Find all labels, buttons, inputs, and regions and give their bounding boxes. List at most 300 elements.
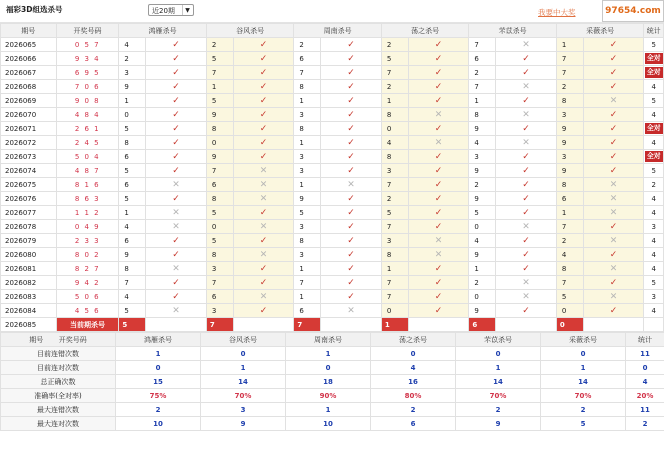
stat-value: 4: [651, 138, 656, 147]
summary-value: 0: [286, 361, 371, 375]
check-icon: ✓: [434, 277, 443, 288]
kill-value-cell: 7: [119, 276, 146, 290]
kill-result-cell: [583, 178, 644, 192]
kill-result-cell: [408, 234, 469, 248]
win-prize-link[interactable]: 我要中大奖: [538, 8, 576, 17]
issue-cell: 2026075: [1, 178, 57, 192]
check-icon: ✓: [347, 291, 355, 302]
summary-value: 1: [116, 347, 201, 361]
kill-value-cell: 9: [119, 80, 146, 94]
check-icon: ✓: [259, 305, 268, 316]
issue-cell: 2026081: [1, 262, 57, 276]
kill-result-cell: [233, 304, 294, 318]
check-icon: ✓: [522, 249, 530, 260]
check-icon: ✓: [172, 81, 180, 92]
draw-number-cell: 8 2 7: [56, 262, 119, 276]
kill-value-cell: 1: [294, 290, 321, 304]
kill-value-cell: 1: [206, 80, 233, 94]
current-period-row: [1, 318, 664, 332]
summary-value: 18: [286, 375, 371, 389]
summary-value: 9: [456, 417, 541, 431]
all-correct-badge: 全对: [646, 68, 661, 76]
draw-number-cell: 8 0 2: [56, 248, 119, 262]
kill-value-cell: 7: [206, 66, 233, 80]
kill-result-cell: [321, 248, 382, 262]
stat-value: 4: [651, 194, 656, 203]
summary-value: 3: [201, 403, 286, 417]
check-icon: ✓: [609, 81, 618, 92]
kill-value-cell: 6: [119, 150, 146, 164]
summary-header-row: [1, 333, 664, 347]
current-kill-spacer: [233, 318, 294, 332]
check-icon: ✓: [522, 165, 530, 176]
current-kill-spacer: [496, 318, 557, 332]
summary-value: 2: [116, 403, 201, 417]
kill-value-cell: 6: [294, 52, 321, 66]
kill-value-cell: 9: [206, 108, 233, 122]
check-icon: ✓: [609, 151, 618, 162]
kill-value-cell: 4: [469, 234, 496, 248]
summary-label: 最大连错次数: [1, 403, 116, 417]
check-icon: ✓: [347, 151, 355, 162]
cross-icon: ✕: [347, 179, 355, 190]
current-kill-value: 1: [381, 318, 408, 332]
summary-value: 10: [286, 417, 371, 431]
summary-value: 14: [541, 375, 626, 389]
summary-value: 1: [541, 361, 626, 375]
kill-value-cell: 9: [469, 248, 496, 262]
check-icon: ✓: [259, 151, 268, 162]
kill-value-cell: 2: [206, 38, 233, 52]
check-icon: ✓: [347, 235, 355, 246]
kill-result-cell: [146, 108, 207, 122]
check-icon: ✓: [172, 165, 180, 176]
kill-value-cell: 7: [556, 276, 583, 290]
check-icon: ✓: [172, 95, 180, 106]
kill-result-cell: [408, 290, 469, 304]
kill-result-cell: [408, 248, 469, 262]
check-icon: ✓: [434, 263, 443, 274]
cross-icon: ✕: [347, 305, 355, 316]
check-icon: ✓: [259, 39, 268, 50]
check-icon: ✓: [434, 53, 443, 64]
kill-result-cell: [146, 122, 207, 136]
table-row: [1, 178, 664, 192]
cross-icon: ✕: [522, 221, 530, 232]
summary-value: 80%: [371, 389, 456, 403]
kill-result-cell: [583, 304, 644, 318]
kill-value-cell: 7: [381, 290, 408, 304]
table-row: [1, 66, 664, 80]
summary-value: 0: [626, 361, 664, 375]
stat-value: 4: [651, 110, 656, 119]
kill-result-cell: [496, 262, 557, 276]
check-icon: ✓: [259, 95, 268, 106]
kill-value-cell: 1: [294, 94, 321, 108]
summary-value: 10: [116, 417, 201, 431]
kill-value-cell: 9: [119, 248, 146, 262]
stat-cell: [644, 192, 664, 206]
cross-icon: ✕: [522, 277, 530, 288]
current-kill-spacer: [146, 318, 207, 332]
summary-value: 15: [116, 375, 201, 389]
kill-result-cell: [146, 164, 207, 178]
kill-result-cell: [583, 262, 644, 276]
kill-value-cell: 9: [469, 304, 496, 318]
kill-value-cell: 1: [294, 136, 321, 150]
check-icon: ✓: [347, 109, 355, 120]
kill-result-cell: [321, 80, 382, 94]
kill-value-cell: 2: [294, 38, 321, 52]
kill-value-cell: 9: [556, 122, 583, 136]
kill-value-cell: 0: [206, 136, 233, 150]
kill-result-cell: [146, 178, 207, 192]
kill-result-cell: [233, 38, 294, 52]
kill-value-cell: 0: [469, 220, 496, 234]
kill-value-cell: 2: [381, 192, 408, 206]
issue-cell: 2026070: [1, 108, 57, 122]
kill-value-cell: 9: [294, 192, 321, 206]
kill-value-cell: 1: [556, 38, 583, 52]
summary-value: 0: [116, 361, 201, 375]
cross-icon: ✕: [172, 305, 180, 316]
kill-result-cell: [321, 122, 382, 136]
cross-icon: ✕: [172, 221, 180, 232]
stat-value: 3: [651, 222, 656, 231]
kill-result-cell: [321, 108, 382, 122]
kill-value-cell: 1: [469, 262, 496, 276]
col-header-hongyan: 鸿雁杀号: [119, 24, 207, 38]
check-icon: ✓: [522, 207, 530, 218]
summary-value: 9: [201, 417, 286, 431]
kill-result-cell: [408, 178, 469, 192]
cross-icon: ✕: [434, 137, 443, 148]
check-icon: ✓: [434, 305, 443, 316]
kill-result-cell: [146, 276, 207, 290]
summary-value: 1: [456, 361, 541, 375]
draw-number-cell: 4 8 7: [56, 164, 119, 178]
summary-col-fuyi: 芣苡杀号: [456, 333, 541, 347]
kill-result-cell: [408, 262, 469, 276]
kill-result-cell: [146, 80, 207, 94]
kill-value-cell: 6: [119, 178, 146, 192]
check-icon: ✓: [609, 53, 618, 64]
check-icon: ✓: [347, 221, 355, 232]
summary-row: [1, 347, 664, 361]
kill-value-cell: 4: [119, 220, 146, 234]
draw-number-cell: 2 6 1: [56, 122, 119, 136]
current-kill-value: 7: [294, 318, 321, 332]
kill-result-cell: [321, 38, 382, 52]
check-icon: ✓: [522, 179, 530, 190]
table-row: [1, 262, 664, 276]
kill-value-cell: 7: [469, 80, 496, 94]
kill-value-cell: 2: [469, 276, 496, 290]
page-title: 福彩3D组选杀号: [6, 5, 63, 14]
summary-row: [1, 361, 664, 375]
kill-result-cell: [583, 276, 644, 290]
site-watermark: 97654.com: [602, 0, 664, 22]
kill-result-cell: [496, 276, 557, 290]
kill-value-cell: 6: [206, 178, 233, 192]
check-icon: ✓: [434, 67, 443, 78]
check-icon: ✓: [434, 179, 443, 190]
current-kill-value: 5: [119, 318, 146, 332]
kill-value-cell: 8: [556, 94, 583, 108]
summary-table: [0, 332, 664, 431]
summary-col-hongyan: 鸿雁杀号: [116, 333, 201, 347]
kill-result-cell: [583, 206, 644, 220]
kill-result-cell: [583, 136, 644, 150]
summary-col-stat: 统计: [626, 333, 664, 347]
summary-col-gufeng: 谷风杀号: [201, 333, 286, 347]
table-row: [1, 94, 664, 108]
kill-result-cell: [496, 304, 557, 318]
kill-value-cell: 3: [294, 150, 321, 164]
cross-icon: ✕: [259, 221, 268, 232]
kill-result-cell: [233, 66, 294, 80]
top-bar: [0, 0, 664, 23]
kill-value-cell: 7: [381, 220, 408, 234]
kill-result-cell: [146, 206, 207, 220]
kill-result-cell: [146, 38, 207, 52]
draw-number-cell: 2 3 3: [56, 234, 119, 248]
kill-result-cell: [408, 276, 469, 290]
issue-cell: 2026079: [1, 234, 57, 248]
kill-result-cell: [496, 66, 557, 80]
summary-label: 总正确次数: [1, 375, 116, 389]
summary-col-issue: 期号 开奖号码: [1, 333, 116, 347]
kill-value-cell: 7: [381, 178, 408, 192]
issue-cell: 2026077: [1, 206, 57, 220]
kill-result-cell: [583, 94, 644, 108]
check-icon: ✓: [609, 137, 618, 148]
stat-cell: [644, 164, 664, 178]
kill-value-cell: 0: [206, 220, 233, 234]
kill-result-cell: [496, 108, 557, 122]
check-icon: ✓: [172, 137, 180, 148]
check-icon: ✓: [522, 263, 530, 274]
cross-icon: ✕: [609, 263, 618, 274]
check-icon: ✓: [609, 39, 618, 50]
all-correct-badge: 全对: [646, 54, 661, 62]
summary-value: 5: [541, 417, 626, 431]
check-icon: ✓: [172, 151, 180, 162]
kill-value-cell: 5: [294, 206, 321, 220]
current-issue-cell: 2026085: [1, 318, 57, 332]
check-icon: ✓: [347, 39, 355, 50]
kill-value-cell: 5: [206, 206, 233, 220]
summary-value: 16: [371, 375, 456, 389]
summary-value: 0: [201, 347, 286, 361]
draw-number-cell: 2 4 5: [56, 136, 119, 150]
draw-number-cell: 4 5 6: [56, 304, 119, 318]
kill-value-cell: 6: [294, 304, 321, 318]
kill-value-cell: 6: [469, 52, 496, 66]
draw-number-cell: 4 8 4: [56, 108, 119, 122]
check-icon: ✓: [434, 221, 443, 232]
check-icon: ✓: [347, 249, 355, 260]
period-range-select[interactable]: [148, 4, 194, 16]
check-icon: ✓: [259, 67, 268, 78]
kill-result-cell: [233, 122, 294, 136]
stat-cell: [644, 234, 664, 248]
kill-value-cell: 7: [381, 276, 408, 290]
kill-result-cell: [496, 192, 557, 206]
check-icon: ✓: [522, 151, 530, 162]
check-icon: ✓: [259, 53, 268, 64]
kill-result-cell: [583, 80, 644, 94]
kill-value-cell: 7: [469, 38, 496, 52]
stat-value: 4: [651, 236, 656, 245]
cross-icon: ✕: [434, 109, 443, 120]
kill-value-cell: 8: [381, 248, 408, 262]
kill-value-cell: 8: [556, 178, 583, 192]
current-kill-value: 6: [469, 318, 496, 332]
summary-col-caiwei: 采薇杀号: [541, 333, 626, 347]
kill-value-cell: 5: [119, 164, 146, 178]
current-kill-spacer: [408, 318, 469, 332]
kill-result-cell: [583, 290, 644, 304]
stat-cell: [644, 94, 664, 108]
cross-icon: ✕: [522, 291, 530, 302]
kill-result-cell: [146, 66, 207, 80]
kill-value-cell: 1: [119, 94, 146, 108]
cross-icon: ✕: [609, 291, 618, 302]
cross-icon: ✕: [522, 39, 530, 50]
kill-value-cell: 1: [381, 262, 408, 276]
cross-icon: ✕: [522, 81, 530, 92]
kill-result-cell: [408, 206, 469, 220]
kill-value-cell: 0: [381, 304, 408, 318]
table-row: [1, 150, 664, 164]
check-icon: ✓: [347, 81, 355, 92]
kill-result-cell: [233, 108, 294, 122]
kill-result-cell: [321, 94, 382, 108]
kill-result-cell: [408, 80, 469, 94]
check-icon: ✓: [609, 221, 618, 232]
stat-value: 5: [651, 40, 656, 49]
kill-result-cell: [233, 192, 294, 206]
check-icon: ✓: [347, 263, 355, 274]
kill-result-cell: [583, 192, 644, 206]
cross-icon: ✕: [434, 249, 443, 260]
kill-value-cell: 1: [294, 178, 321, 192]
summary-row: [1, 389, 664, 403]
check-icon: ✓: [259, 81, 268, 92]
summary-value: 0: [456, 347, 541, 361]
check-icon: ✓: [172, 53, 180, 64]
issue-cell: 2026073: [1, 150, 57, 164]
cross-icon: ✕: [259, 165, 268, 176]
kill-value-cell: 3: [294, 164, 321, 178]
kill-result-cell: [496, 52, 557, 66]
kill-result-cell: [496, 206, 557, 220]
kill-value-cell: 7: [206, 276, 233, 290]
check-icon: ✓: [347, 123, 355, 134]
kill-result-cell: [408, 52, 469, 66]
summary-value: 20%: [626, 389, 664, 403]
col-header-caiwei: 采薇杀号: [556, 24, 644, 38]
check-icon: ✓: [522, 67, 530, 78]
kill-result-cell: [233, 262, 294, 276]
summary-col-zhounan: 周南杀号: [286, 333, 371, 347]
check-icon: ✓: [172, 67, 180, 78]
issue-cell: 2026076: [1, 192, 57, 206]
summary-value: 70%: [541, 389, 626, 403]
cross-icon: ✕: [172, 263, 180, 274]
kill-value-cell: 8: [206, 122, 233, 136]
kill-value-cell: 2: [469, 66, 496, 80]
kill-result-cell: [408, 38, 469, 52]
kill-result-cell: [496, 220, 557, 234]
kill-value-cell: 5: [381, 206, 408, 220]
summary-value: 0: [541, 347, 626, 361]
kill-value-cell: 3: [294, 248, 321, 262]
kill-result-cell: [146, 304, 207, 318]
check-icon: ✓: [434, 39, 443, 50]
kill-value-cell: 5: [556, 290, 583, 304]
kill-value-cell: 2: [381, 80, 408, 94]
check-icon: ✓: [259, 263, 268, 274]
kill-result-cell: [583, 164, 644, 178]
check-icon: ✓: [259, 123, 268, 134]
col-header-issue: 期号: [1, 24, 57, 38]
chevron-down-icon[interactable]: ▼: [182, 5, 192, 15]
kill-value-cell: 3: [206, 304, 233, 318]
summary-value: 6: [371, 417, 456, 431]
summary-value: 1: [286, 403, 371, 417]
check-icon: ✓: [609, 109, 618, 120]
kill-result-cell: [233, 206, 294, 220]
stat-cell: [644, 38, 664, 52]
draw-number-cell: 5 0 6: [56, 290, 119, 304]
kill-value-cell: 4: [381, 136, 408, 150]
period-range-value: 近20期: [152, 7, 175, 15]
kill-result-cell: [146, 220, 207, 234]
table-row: [1, 136, 664, 150]
kill-value-cell: 0: [469, 290, 496, 304]
kill-value-cell: 5: [206, 94, 233, 108]
check-icon: ✓: [522, 123, 530, 134]
kill-value-cell: 8: [294, 122, 321, 136]
kill-value-cell: 8: [469, 108, 496, 122]
kill-result-cell: [496, 94, 557, 108]
draw-number-cell: 9 4 2: [56, 276, 119, 290]
stat-value: 5: [651, 166, 656, 175]
check-icon: ✓: [522, 305, 530, 316]
kill-result-cell: [408, 94, 469, 108]
stat-cell: [644, 248, 664, 262]
summary-label: 目前连对次数: [1, 361, 116, 375]
stat-cell: [644, 122, 664, 136]
kill-value-cell: 5: [119, 304, 146, 318]
stat-cell: [644, 108, 664, 122]
summary-value: 70%: [456, 389, 541, 403]
summary-row: [1, 417, 664, 431]
stat-value: 4: [651, 82, 656, 91]
cross-icon: ✕: [609, 207, 618, 218]
check-icon: ✓: [172, 235, 180, 246]
check-icon: ✓: [434, 207, 443, 218]
kill-result-cell: [146, 290, 207, 304]
kill-result-cell: [321, 262, 382, 276]
summary-label: 目前连错次数: [1, 347, 116, 361]
kill-result-cell: [583, 220, 644, 234]
kill-value-cell: 0: [556, 304, 583, 318]
table-row: [1, 206, 664, 220]
stat-value: 2: [651, 180, 656, 189]
